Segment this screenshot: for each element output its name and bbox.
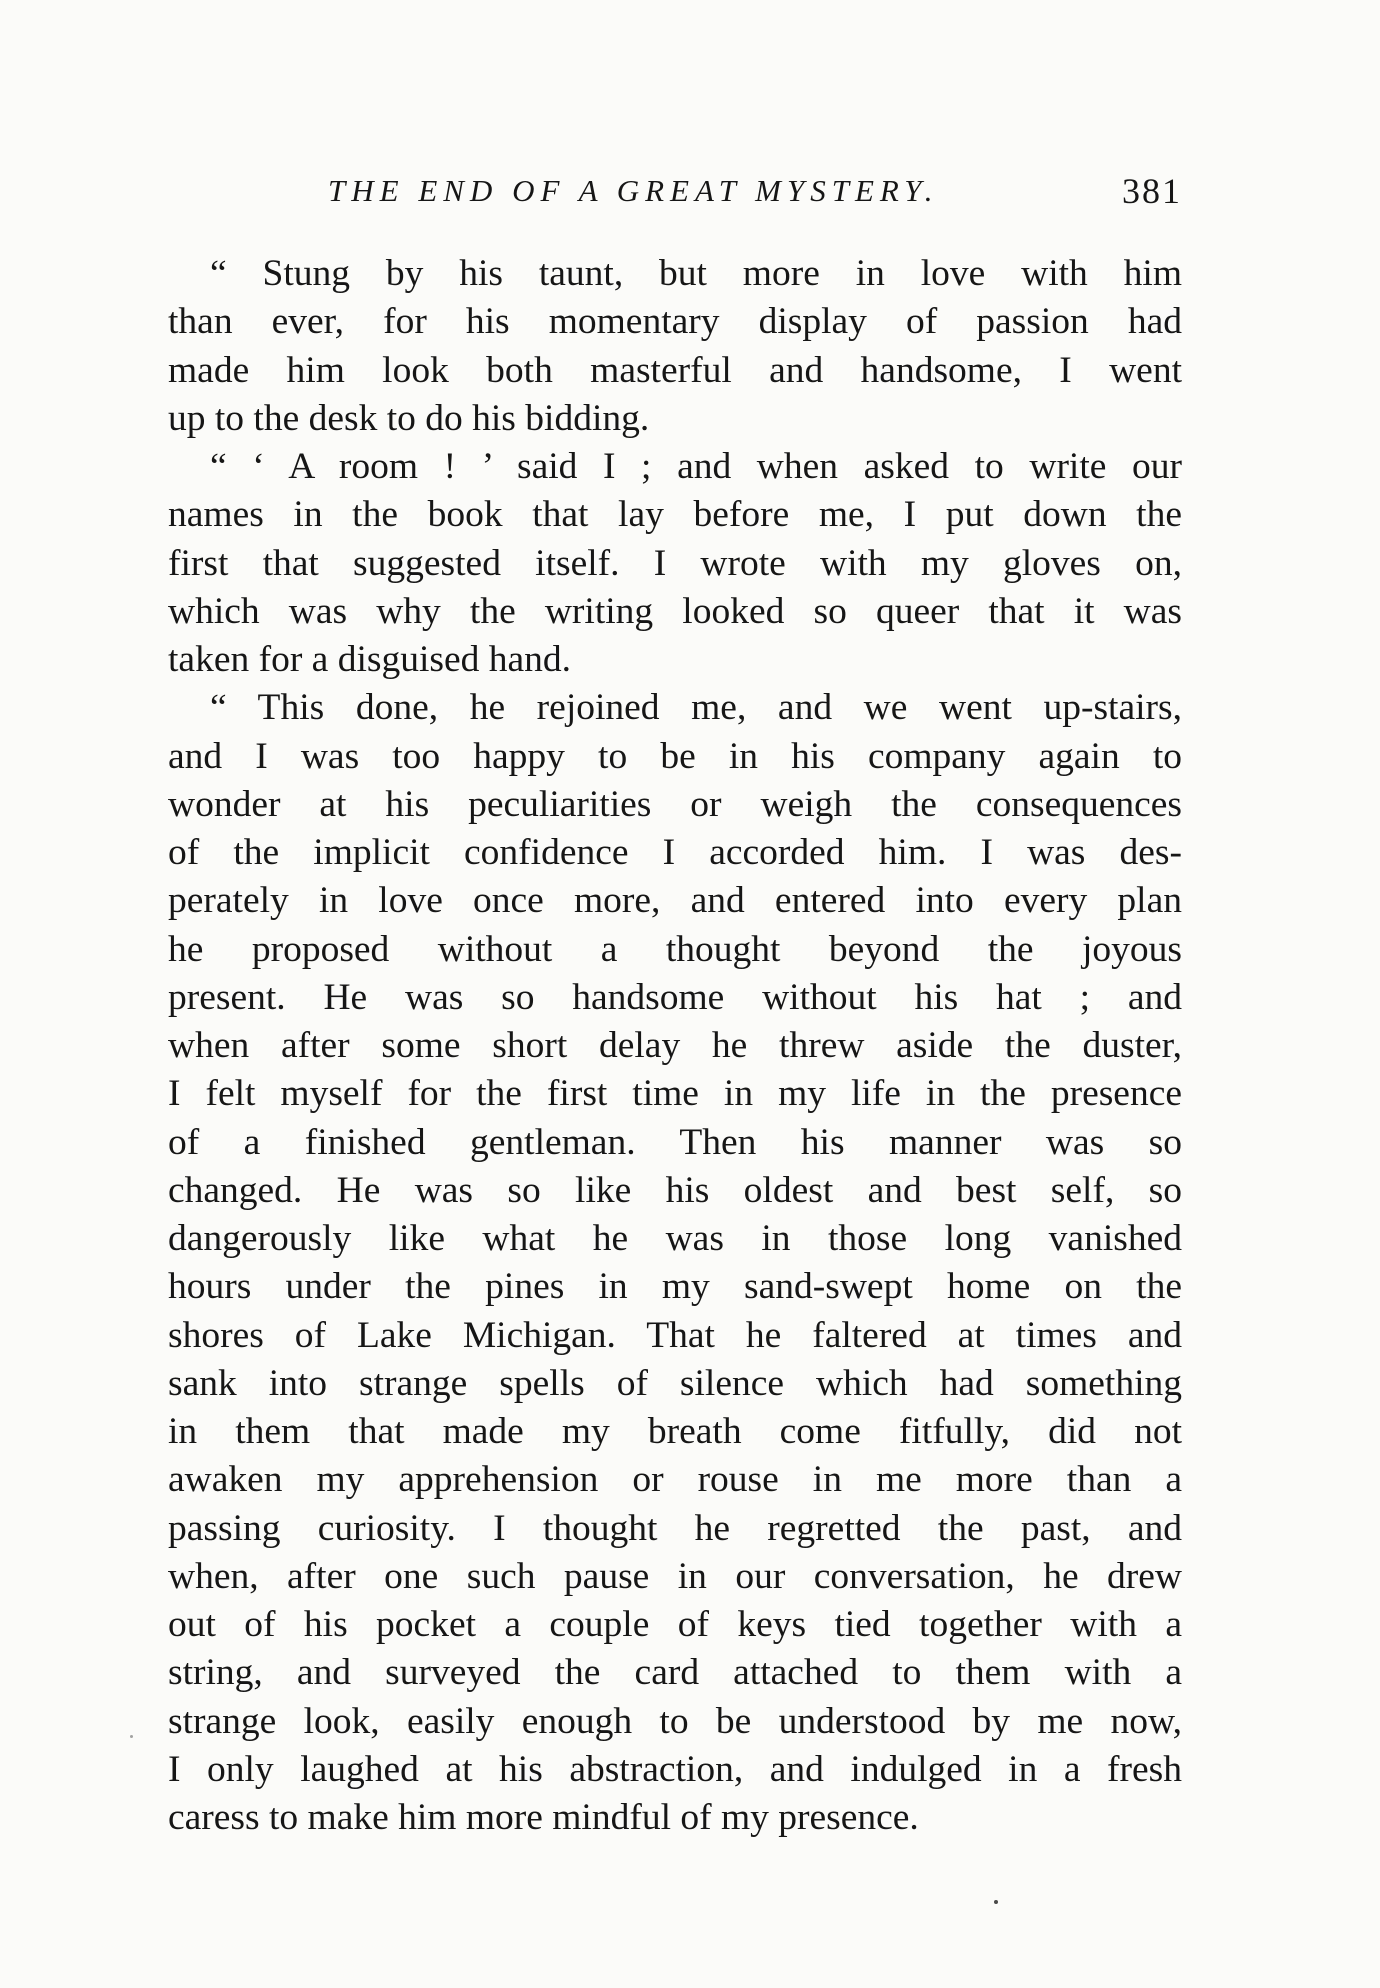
text-line: taken for a disguised hand.: [168, 639, 572, 680]
text-line: when, after one such pause in our conversation, he drew: [168, 1555, 1182, 1597]
text-line: “ Stung by his taunt, but more in love with him: [210, 253, 1182, 294]
text-line: out of his pocket a couple of keys tied together with a: [168, 1604, 1182, 1645]
text-line: string, and surveyed the card attached to them with a: [168, 1652, 1182, 1694]
text-line: “ This done, he rejoined me, and we went up-stairs,: [210, 687, 1182, 729]
text-line: hours under the pines in my sand-swept home on the: [168, 1266, 1182, 1308]
text-line: dangerously like what he was in those long vanished: [168, 1218, 1182, 1259]
paper-speck: [130, 1735, 133, 1738]
text-line: names in the book that lay before me, I put down the: [168, 494, 1182, 536]
text-line: up to the desk to do his bidding.: [168, 397, 650, 439]
text-line: passing curiosity. I thought he regretted the past, and: [168, 1507, 1182, 1549]
text-line: present. He was so handsome without his hat ; and: [168, 976, 1182, 1018]
text-line: and I was too happy to be in his company again to: [168, 735, 1182, 777]
text-line: he proposed without a thought beyond the joyous: [168, 928, 1182, 970]
text-line: made him look both masterful and handsome, I went: [168, 349, 1182, 391]
text-line: “ ‘ A room ! ’ said I ; and when asked to write our: [210, 446, 1182, 487]
text-line: caress to make him more mindful of my presence.: [168, 1797, 919, 1838]
text-line: which was why the writing looked so queer that it was: [168, 590, 1182, 632]
text-line: changed. He was so like his oldest and best self, so: [168, 1169, 1182, 1211]
text-line: when after some short delay he threw aside the duster,: [168, 1025, 1182, 1066]
text-line: shores of Lake Michigan. That he faltered at times and: [168, 1314, 1182, 1356]
text-line: perately in love once more, and entered into every plan: [168, 880, 1182, 922]
text-line: first that suggested itself. I wrote with my gloves on,: [168, 542, 1182, 584]
running-title: THE END OF A GREAT MYSTERY.: [328, 173, 939, 208]
text-line: of the implicit confidence I accorded him. I was des-: [168, 832, 1182, 873]
text-line: strange look, easily enough to be understood by me now,: [168, 1700, 1182, 1742]
text-line: I only laughed at his abstraction, and indulged in a fresh: [168, 1748, 1182, 1790]
paper-speck: [994, 1900, 998, 1904]
text-line: sank into strange spells of silence which had something: [168, 1362, 1182, 1404]
text-line: awaken my apprehension or rouse in me more than a: [168, 1459, 1182, 1501]
text-line: I felt myself for the first time in my life in the presence: [168, 1073, 1182, 1115]
text-line: of a finished gentleman. Then his manner was so: [168, 1121, 1182, 1163]
text-line: than ever, for his momentary display of passion had: [168, 301, 1182, 343]
body-text: [168, 250, 1182, 1842]
page-number: 381: [1122, 171, 1182, 211]
running-head: [170, 164, 1182, 218]
text-line: in them that made my breath come fitfully, did not: [168, 1411, 1182, 1452]
text-line: wonder at his peculiarities or weigh the consequences: [168, 783, 1182, 825]
